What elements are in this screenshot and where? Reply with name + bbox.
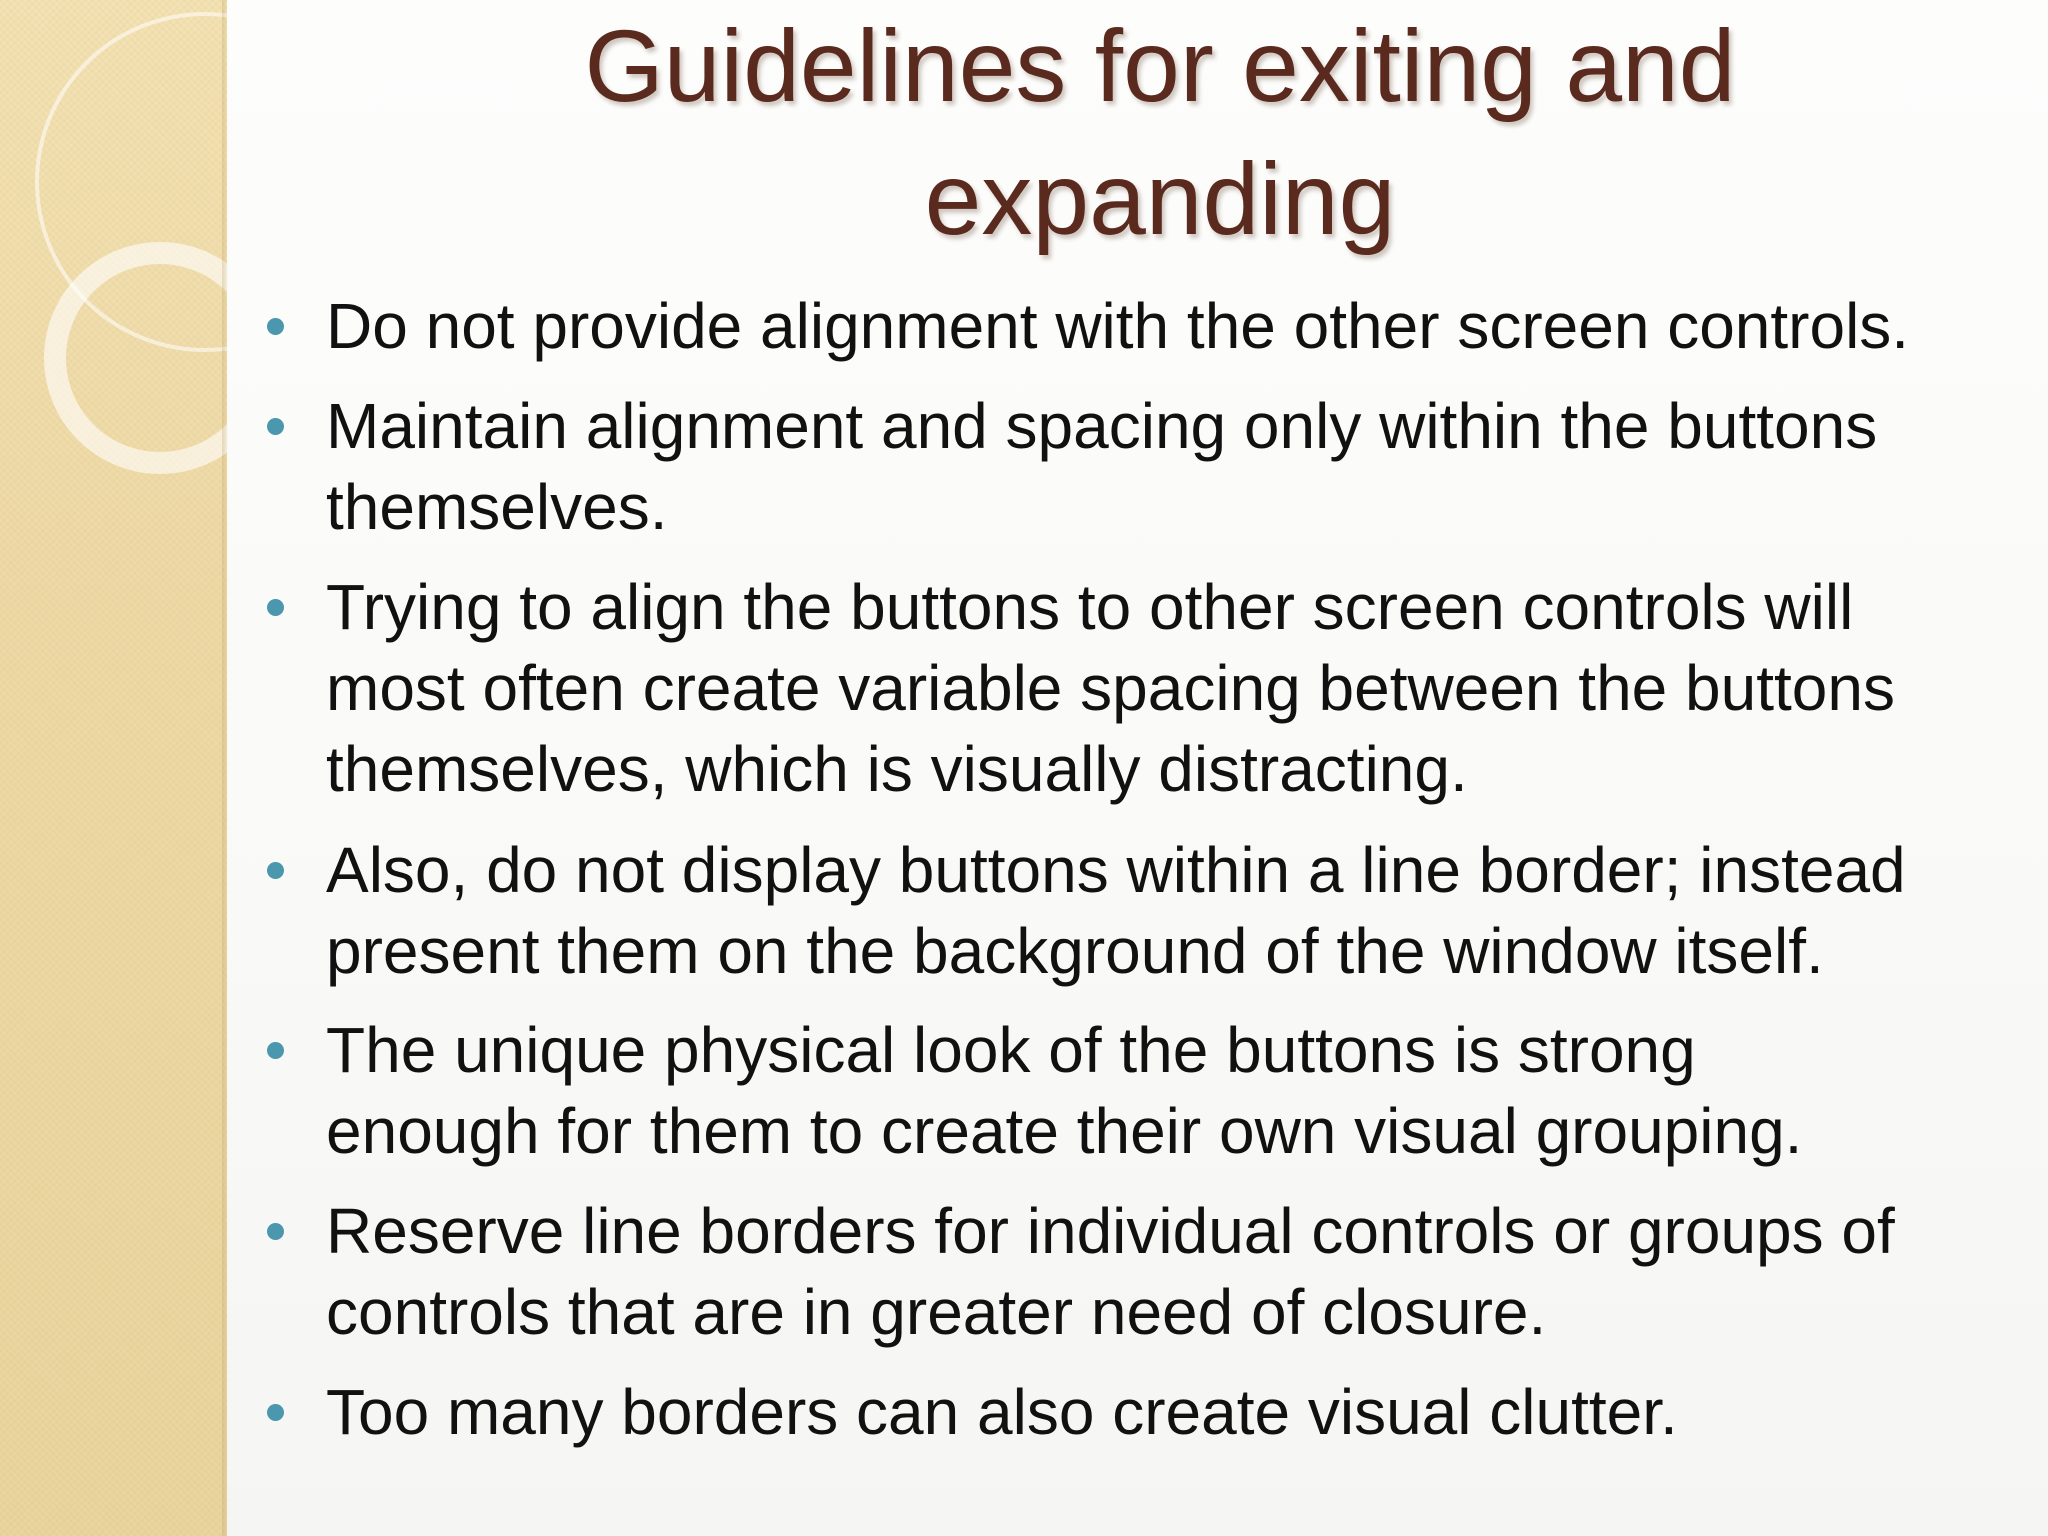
bullet-text-line: themselves, which is visually distracting. (326, 733, 1468, 805)
bullet-text-line: Trying to align the buttons to other screen controls will (326, 571, 1854, 643)
bullet-text-line: Too many borders can also create visual clutter. (326, 1376, 1678, 1448)
bullet-text-line: Reserve line borders for individual controls or groups of (326, 1195, 1895, 1267)
bullet-text-line: controls that are in greater need of closure. (326, 1276, 1547, 1348)
bullet-icon (267, 599, 284, 616)
bullet-item (326, 1372, 2026, 1453)
bullet-text-line: enough for them to create their own visual grouping. (326, 1095, 1803, 1167)
bullet-icon (267, 1404, 284, 1421)
bullet-item (326, 1191, 2026, 1353)
bullet-icon (267, 862, 284, 879)
bullet-item (326, 286, 2026, 367)
bullet-icon (267, 1042, 284, 1059)
bullet-text-line: most often create variable spacing between the buttons (326, 652, 1895, 724)
bullet-icon (267, 418, 284, 435)
bullet-item (326, 1010, 2026, 1172)
bullet-item (326, 830, 2026, 992)
bullet-text-line: present them on the background of the window itself. (326, 915, 1824, 987)
bullet-text-line: Also, do not display buttons within a line border; instead (326, 834, 1906, 906)
bullet-text-line: Do not provide alignment with the other screen controls. (326, 290, 1910, 362)
bullet-item (326, 386, 2026, 548)
bullet-icon (267, 318, 284, 335)
bullet-item (326, 567, 2026, 810)
bullet-text-line: The unique physical look of the buttons is strong (326, 1014, 1696, 1086)
bullet-text-line: Maintain alignment and spacing only within the buttons (326, 390, 1878, 462)
bullet-text-line: themselves. (326, 471, 668, 543)
title-line: Guidelines for exiting and (584, 9, 1736, 123)
title-line: expanding (924, 142, 1396, 256)
bullet-icon (267, 1223, 284, 1240)
